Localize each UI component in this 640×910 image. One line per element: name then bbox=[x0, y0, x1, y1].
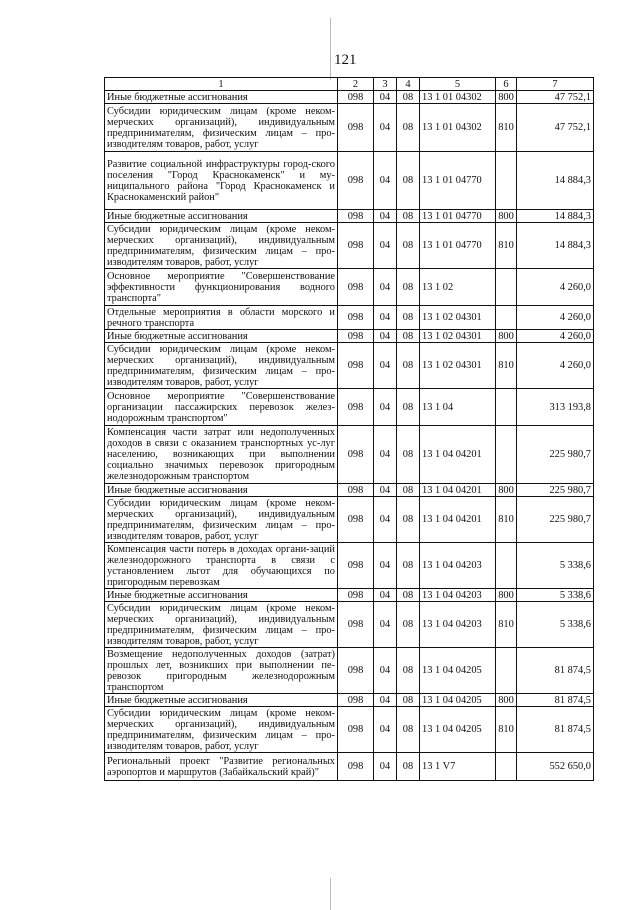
row-target-article-cell: 13 1 04 04203 bbox=[420, 589, 496, 602]
row-subsection-cell: 08 bbox=[397, 152, 420, 210]
row-grbs-cell: 098 bbox=[338, 753, 374, 781]
table-row bbox=[105, 497, 594, 543]
row-grbs-cell: 098 bbox=[338, 484, 374, 497]
row-amount-cell: 47 752,1 bbox=[517, 104, 594, 152]
row-grbs-cell: 098 bbox=[338, 306, 374, 330]
row-target-article-cell: 13 1 04 04203 bbox=[420, 543, 496, 589]
row-expense-type-cell: 800 bbox=[496, 91, 517, 104]
row-target-article-cell: 13 1 04 04201 bbox=[420, 484, 496, 497]
row-subsection-cell: 08 bbox=[397, 753, 420, 781]
row-target-article-cell: 13 1 04 04205 bbox=[420, 694, 496, 707]
row-subsection-cell: 08 bbox=[397, 694, 420, 707]
row-section-cell: 04 bbox=[374, 91, 397, 104]
row-grbs-cell: 098 bbox=[338, 210, 374, 223]
header-cell: 1 bbox=[105, 78, 338, 91]
row-amount-cell: 4 260,0 bbox=[517, 330, 594, 343]
row-section-cell: 04 bbox=[374, 269, 397, 306]
row-grbs-cell: 098 bbox=[338, 343, 374, 389]
row-name-cell: Иные бюджетные ассигнования bbox=[105, 484, 338, 497]
row-target-article-cell: 13 1 01 04770 bbox=[420, 223, 496, 269]
row-amount-cell: 5 338,6 bbox=[517, 543, 594, 589]
table-row bbox=[105, 648, 594, 694]
header-cell: 2 bbox=[338, 78, 374, 91]
row-expense-type-cell bbox=[496, 426, 517, 484]
row-grbs-cell: 098 bbox=[338, 602, 374, 648]
table-row bbox=[105, 589, 594, 602]
row-amount-cell: 5 338,6 bbox=[517, 602, 594, 648]
row-grbs-cell: 098 bbox=[338, 589, 374, 602]
row-subsection-cell: 08 bbox=[397, 707, 420, 753]
table-row bbox=[105, 152, 594, 210]
row-name-cell: Субсидии юридическим лицам (кроме неком-мерческих организаций), индивидуальным предпринимателям, физическим лицам – про-изводителям товаров, работ, услуг bbox=[105, 104, 338, 152]
row-name-cell: Основное мероприятие "Совершенствование эффективности функционирования водного транспорта" bbox=[105, 269, 338, 306]
row-name-cell: Субсидии юридическим лицам (кроме неком-мерческих организаций), индивидуальным предпринимателям, физическим лицам – про-изводителям товаров, работ, услуг bbox=[105, 343, 338, 389]
row-target-article-cell: 13 1 02 04301 bbox=[420, 306, 496, 330]
row-target-article-cell: 13 1 04 bbox=[420, 389, 496, 426]
row-subsection-cell: 08 bbox=[397, 210, 420, 223]
row-name-cell: Иные бюджетные ассигнования bbox=[105, 210, 338, 223]
row-amount-cell: 81 874,5 bbox=[517, 707, 594, 753]
table-row bbox=[105, 91, 594, 104]
row-expense-type-cell bbox=[496, 389, 517, 426]
table-row bbox=[105, 484, 594, 497]
header-cell: 6 bbox=[496, 78, 517, 91]
row-name-cell: Региональный проект "Развитие региональных аэропортов и маршрутов (Забайкальский край)" bbox=[105, 753, 338, 781]
row-section-cell: 04 bbox=[374, 210, 397, 223]
row-amount-cell: 225 980,7 bbox=[517, 484, 594, 497]
row-expense-type-cell: 800 bbox=[496, 210, 517, 223]
row-grbs-cell: 098 bbox=[338, 269, 374, 306]
header-cell: 5 bbox=[420, 78, 496, 91]
row-expense-type-cell: 800 bbox=[496, 589, 517, 602]
row-name-cell: Субсидии юридическим лицам (кроме неком-мерческих организаций), индивидуальным предпринимателям, физическим лицам – про-изводителям товаров, работ, услуг bbox=[105, 602, 338, 648]
row-target-article-cell: 13 1 04 04205 bbox=[420, 707, 496, 753]
row-section-cell: 04 bbox=[374, 389, 397, 426]
table-row bbox=[105, 210, 594, 223]
row-grbs-cell: 098 bbox=[338, 707, 374, 753]
row-subsection-cell: 08 bbox=[397, 269, 420, 306]
row-name-cell: Компенсация части потерь в доходах органи-заций железнодорожного транспорта в связи с установлением льгот для обучающихся по пригородным перевозкам bbox=[105, 543, 338, 589]
row-expense-type-cell: 800 bbox=[496, 694, 517, 707]
row-name-cell: Иные бюджетные ассигнования bbox=[105, 91, 338, 104]
row-target-article-cell: 13 1 02 04301 bbox=[420, 343, 496, 389]
row-grbs-cell: 098 bbox=[338, 497, 374, 543]
row-amount-cell: 81 874,5 bbox=[517, 648, 594, 694]
row-name-cell: Иные бюджетные ассигнования bbox=[105, 330, 338, 343]
row-target-article-cell: 13 1 04 04203 bbox=[420, 602, 496, 648]
row-target-article-cell: 13 1 04 04201 bbox=[420, 426, 496, 484]
row-section-cell: 04 bbox=[374, 484, 397, 497]
table-row bbox=[105, 306, 594, 330]
table-row bbox=[105, 269, 594, 306]
page-number: 121 bbox=[334, 52, 357, 68]
row-name-cell: Основное мероприятие "Совершенствование организации пассажирских перевозок желез-нодорожным транспортом" bbox=[105, 389, 338, 426]
row-target-article-cell: 13 1 01 04770 bbox=[420, 210, 496, 223]
row-grbs-cell: 098 bbox=[338, 91, 374, 104]
row-section-cell: 04 bbox=[374, 543, 397, 589]
row-grbs-cell: 098 bbox=[338, 152, 374, 210]
header-cell: 3 bbox=[374, 78, 397, 91]
row-grbs-cell: 098 bbox=[338, 426, 374, 484]
row-expense-type-cell: 810 bbox=[496, 104, 517, 152]
row-subsection-cell: 08 bbox=[397, 104, 420, 152]
row-grbs-cell: 098 bbox=[338, 543, 374, 589]
row-name-cell: Субсидии юридическим лицам (кроме неком-мерческих организаций), индивидуальным предпринимателям, физическим лицам – про-изводителям товаров, работ, услуг bbox=[105, 223, 338, 269]
row-amount-cell: 5 338,6 bbox=[517, 589, 594, 602]
binding-line-bottom bbox=[330, 878, 331, 910]
row-section-cell: 04 bbox=[374, 152, 397, 210]
row-target-article-cell: 13 1 01 04302 bbox=[420, 91, 496, 104]
row-target-article-cell: 13 1 V7 bbox=[420, 753, 496, 781]
row-name-cell: Возмещение недополученных доходов (затрат) прошлых лет, возникших при выполнении пе-ревозок пригородным железнодорожным транспортом bbox=[105, 648, 338, 694]
table-row bbox=[105, 104, 594, 152]
row-section-cell: 04 bbox=[374, 694, 397, 707]
row-expense-type-cell bbox=[496, 648, 517, 694]
row-grbs-cell: 098 bbox=[338, 648, 374, 694]
row-expense-type-cell bbox=[496, 753, 517, 781]
row-expense-type-cell: 810 bbox=[496, 343, 517, 389]
row-amount-cell: 225 980,7 bbox=[517, 497, 594, 543]
row-target-article-cell: 13 1 02 bbox=[420, 269, 496, 306]
row-amount-cell: 14 884,3 bbox=[517, 223, 594, 269]
row-expense-type-cell bbox=[496, 543, 517, 589]
table-row bbox=[105, 707, 594, 753]
header-cell: 7 bbox=[517, 78, 594, 91]
row-amount-cell: 47 752,1 bbox=[517, 91, 594, 104]
row-grbs-cell: 098 bbox=[338, 694, 374, 707]
row-section-cell: 04 bbox=[374, 104, 397, 152]
row-subsection-cell: 08 bbox=[397, 484, 420, 497]
row-name-cell: Субсидии юридическим лицам (кроме неком-мерческих организаций), индивидуальным предпринимателям, физическим лицам – про-изводителям товаров, работ, услуг bbox=[105, 497, 338, 543]
row-subsection-cell: 08 bbox=[397, 389, 420, 426]
table-row bbox=[105, 389, 594, 426]
row-subsection-cell: 08 bbox=[397, 343, 420, 389]
table-body bbox=[105, 91, 594, 781]
row-expense-type-cell bbox=[496, 269, 517, 306]
row-expense-type-cell: 810 bbox=[496, 223, 517, 269]
header-row bbox=[105, 78, 594, 91]
row-expense-type-cell: 810 bbox=[496, 602, 517, 648]
row-expense-type-cell bbox=[496, 306, 517, 330]
row-name-cell: Развитие социальной инфраструктуры город-ского поселения "Город Краснокаменск" и му-ниципального района "Город Краснокаменск и Краснокаменский район" bbox=[105, 152, 338, 210]
row-subsection-cell: 08 bbox=[397, 426, 420, 484]
row-subsection-cell: 08 bbox=[397, 543, 420, 589]
row-subsection-cell: 08 bbox=[397, 306, 420, 330]
row-target-article-cell: 13 1 04 04201 bbox=[420, 497, 496, 543]
row-subsection-cell: 08 bbox=[397, 330, 420, 343]
row-name-cell: Иные бюджетные ассигнования bbox=[105, 589, 338, 602]
row-subsection-cell: 08 bbox=[397, 223, 420, 269]
row-section-cell: 04 bbox=[374, 497, 397, 543]
table-row bbox=[105, 223, 594, 269]
row-amount-cell: 14 884,3 bbox=[517, 210, 594, 223]
table-row bbox=[105, 694, 594, 707]
row-section-cell: 04 bbox=[374, 648, 397, 694]
row-section-cell: 04 bbox=[374, 707, 397, 753]
row-subsection-cell: 08 bbox=[397, 497, 420, 543]
table-row bbox=[105, 426, 594, 484]
row-subsection-cell: 08 bbox=[397, 602, 420, 648]
row-subsection-cell: 08 bbox=[397, 91, 420, 104]
row-amount-cell: 4 260,0 bbox=[517, 343, 594, 389]
row-target-article-cell: 13 1 02 04301 bbox=[420, 330, 496, 343]
row-section-cell: 04 bbox=[374, 426, 397, 484]
table-row bbox=[105, 543, 594, 589]
row-grbs-cell: 098 bbox=[338, 104, 374, 152]
row-grbs-cell: 098 bbox=[338, 223, 374, 269]
row-expense-type-cell: 800 bbox=[496, 484, 517, 497]
row-expense-type-cell bbox=[496, 152, 517, 210]
binding-line-top bbox=[330, 18, 331, 80]
row-section-cell: 04 bbox=[374, 753, 397, 781]
row-amount-cell: 14 884,3 bbox=[517, 152, 594, 210]
row-subsection-cell: 08 bbox=[397, 589, 420, 602]
row-section-cell: 04 bbox=[374, 602, 397, 648]
row-name-cell: Иные бюджетные ассигнования bbox=[105, 694, 338, 707]
row-section-cell: 04 bbox=[374, 343, 397, 389]
row-amount-cell: 313 193,8 bbox=[517, 389, 594, 426]
row-name-cell: Компенсация части затрат или недополученных доходов в связи с оказанием транспортных ус-луг населению, возникающих при выполнении социально значимых перевозок пригородным железнодорожным транспортом bbox=[105, 426, 338, 484]
row-name-cell: Отдельные мероприятия в области морского и речного транспорта bbox=[105, 306, 338, 330]
table-row bbox=[105, 602, 594, 648]
budget-table bbox=[104, 77, 594, 781]
row-section-cell: 04 bbox=[374, 330, 397, 343]
table-row bbox=[105, 753, 594, 781]
row-target-article-cell: 13 1 04 04205 bbox=[420, 648, 496, 694]
row-name-cell: Субсидии юридическим лицам (кроме неком-мерческих организаций), индивидуальным предпринимателям, физическим лицам – про-изводителям товаров, работ, услуг bbox=[105, 707, 338, 753]
row-amount-cell: 225 980,7 bbox=[517, 426, 594, 484]
row-amount-cell: 552 650,0 bbox=[517, 753, 594, 781]
row-section-cell: 04 bbox=[374, 223, 397, 269]
row-amount-cell: 4 260,0 bbox=[517, 269, 594, 306]
row-amount-cell: 4 260,0 bbox=[517, 306, 594, 330]
header-cell: 4 bbox=[397, 78, 420, 91]
row-grbs-cell: 098 bbox=[338, 389, 374, 426]
row-expense-type-cell: 800 bbox=[496, 330, 517, 343]
row-target-article-cell: 13 1 01 04770 bbox=[420, 152, 496, 210]
row-grbs-cell: 098 bbox=[338, 330, 374, 343]
row-expense-type-cell: 810 bbox=[496, 707, 517, 753]
row-section-cell: 04 bbox=[374, 589, 397, 602]
row-expense-type-cell: 810 bbox=[496, 497, 517, 543]
table-row bbox=[105, 343, 594, 389]
row-section-cell: 04 bbox=[374, 306, 397, 330]
row-amount-cell: 81 874,5 bbox=[517, 694, 594, 707]
table-row bbox=[105, 330, 594, 343]
row-subsection-cell: 08 bbox=[397, 648, 420, 694]
row-target-article-cell: 13 1 01 04302 bbox=[420, 104, 496, 152]
